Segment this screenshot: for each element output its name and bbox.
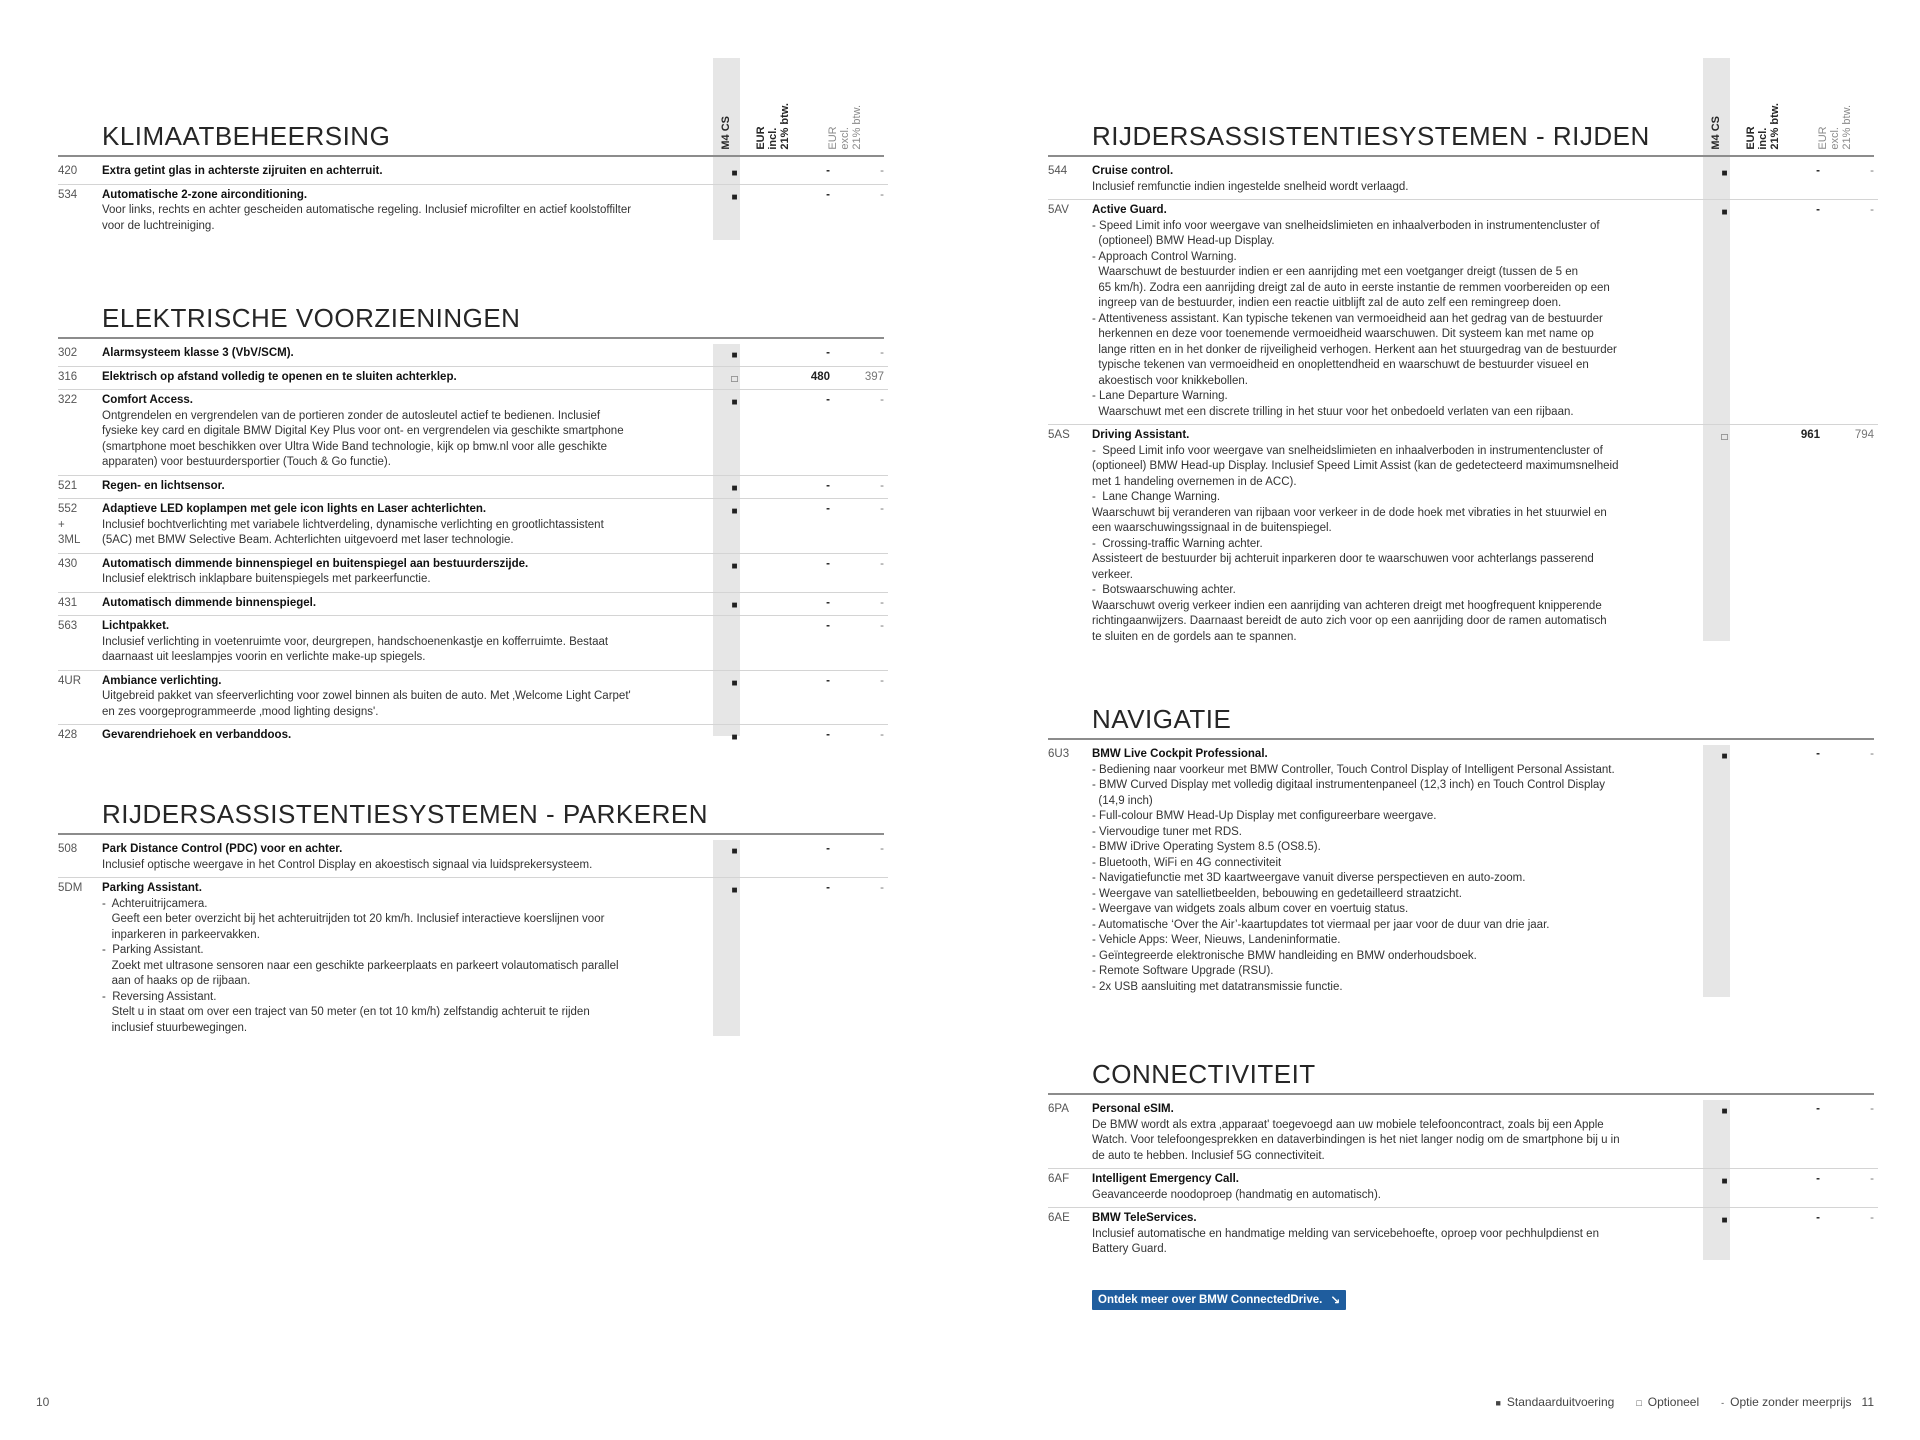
option-title: Parking Assistant. xyxy=(102,882,202,894)
legend-label: Standaarduitvoering xyxy=(1506,1395,1615,1409)
section-klimaatbeheersing xyxy=(58,117,888,238)
option-row xyxy=(58,343,888,367)
option-description xyxy=(1092,1102,1692,1164)
option-row xyxy=(58,390,888,476)
page-number-right: 11 xyxy=(1861,1395,1874,1409)
standard-mark-icon: ■ xyxy=(731,397,738,408)
option-code: 5DM xyxy=(58,882,83,894)
option-body: Inclusief verlichting in voetenruimte voor, deurgrepen, handschoenenkastje en kofferruimte. Bestaat daarnaast uit leeslampjes voorin en verlichte make-up spiegels. xyxy=(102,635,609,663)
price-excl: - xyxy=(880,557,884,570)
option-row xyxy=(1048,1099,1878,1169)
option-body: Inclusief optische weergave in het Control Display en akoestisch signaal via luidsprekersysteem. xyxy=(102,858,593,871)
price-incl: - xyxy=(826,843,830,855)
option-code: 428 xyxy=(58,729,78,741)
option-row xyxy=(58,499,888,554)
option-description xyxy=(102,557,702,588)
price-excl-header: EUR excl. 21% btw. xyxy=(1817,105,1853,150)
price-incl: - xyxy=(826,674,830,687)
option-row xyxy=(58,671,888,726)
price-incl: - xyxy=(826,729,830,741)
option-description xyxy=(1092,203,1692,420)
option-description xyxy=(102,674,702,721)
standard-mark-icon: ■ xyxy=(1721,1215,1728,1226)
option-description xyxy=(102,370,702,386)
standard-mark-icon: ■ xyxy=(731,599,738,611)
page-number-left: 10 xyxy=(36,1395,50,1409)
option-code: 563 xyxy=(58,620,78,632)
price-incl: - xyxy=(826,620,830,632)
section-title: KLIMAATBEHEERSING xyxy=(102,121,391,151)
section-divider xyxy=(58,833,884,835)
price-incl: - xyxy=(826,188,830,201)
price-incl: - xyxy=(826,557,830,570)
price-incl: - xyxy=(826,503,830,515)
price-excl: - xyxy=(1870,204,1874,216)
price-incl: - xyxy=(826,347,830,359)
option-row xyxy=(58,878,888,1040)
optional-mark-icon: □ xyxy=(1721,432,1728,443)
option-code: 431 xyxy=(58,596,78,609)
option-row xyxy=(58,616,888,671)
option-row xyxy=(58,367,888,391)
section-divider xyxy=(1048,155,1874,157)
option-title: Personal eSIM. xyxy=(1092,1103,1174,1115)
option-title: Lichtpakket. xyxy=(102,620,170,632)
price-incl: - xyxy=(826,882,830,894)
section-title: CONNECTIVITEIT xyxy=(1092,1059,1316,1089)
price-excl: - xyxy=(880,394,884,406)
legend-label: Optioneel xyxy=(1647,1395,1700,1409)
option-body: Voor links, rechts en achter gescheiden automatische regeling. Inclusief microfilter en actief koolstoffilter voor de luchtreiniging. xyxy=(102,204,632,232)
section-navigatie xyxy=(1048,700,1878,999)
option-title: Ambiance verlichting. xyxy=(102,674,222,687)
standard-mark-icon: ■ xyxy=(1721,207,1728,218)
option-body: - Speed Limit info voor weergave van snelheidslimieten en inhaalverboden in instrumentencluster of (optioneel) BMW Head-up Display. Inclusief Speed Limit Assist (kan de gedetecteerd maximumsnelheid met 1 handeling overnemen in de ACC). - Lane Change Warning. Waarschuwt bij veranderen van rijbaan voor verkeer in de dode hoek met vibraties in het stuurwiel en een waarschuwingssignaal in de buitenspiegel. - Crossing-traffic Warning achter. Assisteert de bestuurder bij achteruit inparkeren door te waarschuwen voor achterlangs passerend verkeer. - Botswaarschuwing achter. Waarschuwt overig verkeer indien een aanrijding van achteren dreigt met hoogfrequent knipperende richtingaanwijzers. Daarnaast bereidt de auto zich voor op een aanrijding door de ramen automatisch te sluiten en de gordels aan te spannen. xyxy=(1092,444,1619,643)
option-row xyxy=(1048,1169,1878,1208)
option-code: 4UR xyxy=(58,674,82,687)
price-excl: - xyxy=(1870,1173,1874,1185)
price-incl-header: EUR incl. 21% btw. xyxy=(755,103,791,150)
price-excl-header: EUR excl. 21% btw. xyxy=(827,105,863,150)
option-title: BMW Live Cockpit Professional. xyxy=(1092,748,1268,760)
option-row xyxy=(1048,744,1878,999)
option-row xyxy=(58,554,888,593)
option-description xyxy=(102,596,702,612)
option-row xyxy=(58,185,888,239)
price-excl: - xyxy=(880,620,884,632)
standard-mark-icon: ■ xyxy=(731,677,738,689)
option-description xyxy=(102,502,702,549)
option-title: Intelligent Emergency Call. xyxy=(1092,1173,1239,1185)
legend-item-optional xyxy=(1636,1395,1699,1409)
option-title: Active Guard. xyxy=(1092,204,1167,216)
option-description xyxy=(102,479,702,495)
option-description xyxy=(102,881,702,1036)
legend-item-standard xyxy=(1495,1395,1614,1409)
option-description xyxy=(1092,164,1692,195)
model-column-header: M4 CS xyxy=(720,116,732,150)
section-rijden xyxy=(1048,117,1878,649)
option-description xyxy=(1092,1211,1692,1258)
price-incl: - xyxy=(826,479,830,492)
price-excl: - xyxy=(880,674,884,687)
option-title: Gevarendriehoek en verbanddoos. xyxy=(102,729,292,741)
price-incl: - xyxy=(1816,1212,1820,1224)
option-code: 420 xyxy=(58,165,78,177)
section-title: RIJDERSASSISTENTIESYSTEMEN - PARKEREN xyxy=(102,799,709,829)
option-title: Driving Assistant. xyxy=(1092,429,1190,441)
price-excl: - xyxy=(1870,1212,1874,1224)
option-code: 508 xyxy=(58,843,78,855)
option-title: Park Distance Control (PDC) voor en achter. xyxy=(102,843,343,855)
option-description xyxy=(102,346,702,362)
option-row xyxy=(1048,1208,1878,1262)
price-incl: - xyxy=(826,596,830,609)
standard-mark-icon: ■ xyxy=(731,350,738,361)
option-title: BMW TeleServices. xyxy=(1092,1212,1197,1224)
option-code: 6U3 xyxy=(1048,748,1070,760)
option-title: Cruise control. xyxy=(1092,165,1174,177)
price-excl: - xyxy=(1870,748,1874,760)
price-incl: - xyxy=(826,165,830,177)
standard-mark-icon: ■ xyxy=(1721,1106,1728,1117)
standard-mark-icon: ■ xyxy=(731,168,738,179)
option-row xyxy=(58,593,888,617)
standard-mark-icon: ■ xyxy=(731,885,738,896)
section-title: NAVIGATIE xyxy=(1092,704,1232,734)
standard-mark-icon: ■ xyxy=(731,191,738,203)
option-body: Inclusief automatische en handmatige melding van servicebehoefte, oproep voor pechhulpdienst en Battery Guard. xyxy=(1092,1227,1599,1255)
standard-mark-icon: ■ xyxy=(1721,1176,1728,1187)
option-code: 552 + 3ML xyxy=(58,503,81,546)
price-excl: - xyxy=(880,347,884,359)
price-incl: 961 xyxy=(1800,429,1820,441)
price-excl: - xyxy=(1870,1103,1874,1115)
price-excl: 397 xyxy=(864,370,884,383)
option-code: 6AE xyxy=(1048,1212,1070,1224)
price-incl: - xyxy=(826,394,830,406)
option-body: - Bediening naar voorkeur met BMW Controller, Touch Control Display of Intelligent Personal Assistant. - BMW Curved Display met volledig digitaal instrumentenpaneel (12,3 inch) en Touch Control Display (14,9 inch) - Full-colour BMW Head-Up Display met configureerbare weergave. - Viervoudige tuner met RDS. - BMW iDrive Operating System 8.5 (OS8.5). - Bluetooth, WiFi en 4G connectiviteit - Navigatiefunctie met 3D kaartweergave vanuit diverse perspectieven en auto-zoom. - Weergave van satellietbeelden, bebouwing en gedetailleerd straatzicht. - Weergave van widgets zoals album cover en voertuig status. - Automatische ‘Over the Air’-kaartupdates tot viermaal per jaar voor de duur van drie jaar. - Vehicle Apps: Weer, Nieuws, Landeninformatie. - Geïntegreerde elektronische BMW handleiding en BMW onderhoudsboek. - Remote Software Upgrade (RSU). - 2x USB aansluiting met datatransmissie functie. xyxy=(1092,763,1615,993)
option-body: Ontgrendelen en vergrendelen van de portieren zonder de autosleutel actief te bedienen. Inclusief fysieke key card en digitale BMW Digital Key Plus voor ont- en vergrendelen via geschikte smartphone (smartphone moet beschikken over Ultra Wide Band technologie, kijk op bmw.nl voor alle geschikte apparaten) voor bestuurdersportier (Touch & Go functie). xyxy=(102,409,624,468)
legend-item-no-extra xyxy=(1721,1395,1874,1409)
price-excl: - xyxy=(880,882,884,894)
option-description xyxy=(102,164,702,180)
legend-label: Optie zonder meerprijs xyxy=(1730,1395,1852,1409)
option-row xyxy=(1048,161,1878,200)
section-divider xyxy=(58,155,884,157)
option-code: 544 xyxy=(1048,165,1068,177)
price-excl: - xyxy=(880,479,884,492)
option-row xyxy=(1048,425,1878,649)
option-code: 6PA xyxy=(1048,1103,1069,1115)
option-body: Inclusief elektrisch inklapbare buitenspiegels met parkeerfunctie. xyxy=(102,573,431,585)
option-row xyxy=(58,839,888,878)
section-title: ELEKTRISCHE VOORZIENINGEN xyxy=(102,303,521,333)
section-connectiviteit xyxy=(1048,1055,1878,1262)
option-code: 5AS xyxy=(1048,429,1070,441)
price-incl: - xyxy=(1816,1173,1820,1185)
left-page xyxy=(36,0,888,1409)
section-divider xyxy=(1048,1093,1874,1095)
section-divider xyxy=(1048,738,1874,740)
cursor-arrow-icon: ↘ xyxy=(1330,1293,1341,1307)
right-page xyxy=(1048,0,1878,1400)
price-excl: - xyxy=(880,596,884,609)
option-body: Geavanceerde noodoproep (handmatig en automatisch). xyxy=(1092,1188,1381,1201)
option-title: Automatisch dimmende binnenspiegel. xyxy=(102,596,317,609)
price-incl-header: EUR incl. 21% btw. xyxy=(1745,103,1781,150)
standard-mark-icon: ■ xyxy=(731,560,738,572)
empty-square-icon: □ xyxy=(1636,1398,1642,1408)
option-body: - Speed Limit info voor weergave van snelheidslimieten en inhaalverboden in instrumentencluster of (optioneel) BMW Head-up Display. - Approach Control Warning. Waarschuwt de bestuurder indien er een aanrijding met een voetganger dreigt (tussen de 5 en 65 km/h). Zodra een aanrijding dreigt zal de auto in eerste instantie de remmen voorbereiden op een ingreep van de bestuurder, indien een reactie uitblijft zal de auto zelf een remingreep doen. - Attentiveness assistant. Kan typische tekenen van vermoeidheid aan het gedrag van de bestuurder herkennen en deze voor toenemende vermoeidheid waarschuwen. Dit systeem kan met name op lange ritten en in het donker de rijveiligheid verhogen. Herkent aan het stuurgedrag van de bestuurder typische tekenen van vermoeidheid en onoplettendheid en waarschuwt de bestuurder visueel en akoestisch voor knikkebollen. - Lane Departure Warning. Waarschuwt met een discrete trilling in het stuur voor het onbedoeld verlaten van een rijbaan. xyxy=(1092,219,1617,418)
cta-label: Ontdek meer over BMW ConnectedDrive. xyxy=(1098,1294,1323,1306)
option-title: Automatisch dimmende binnenspiegel en buitenspiegel aan bestuurderszijde. xyxy=(102,557,529,570)
option-title: Elektrisch op afstand volledig te openen en te sluiten achterklep. xyxy=(102,370,457,383)
model-column-header: M4 CS xyxy=(1710,116,1722,150)
option-description xyxy=(1092,747,1692,995)
standard-mark-icon: ■ xyxy=(731,482,738,494)
option-code: 6AF xyxy=(1048,1173,1070,1185)
option-code: 302 xyxy=(58,347,78,359)
option-title: Regen- en lichtsensor. xyxy=(102,479,225,492)
option-code: 322 xyxy=(58,394,78,406)
filled-square-icon: ■ xyxy=(1495,1398,1501,1408)
price-excl: - xyxy=(880,165,884,177)
section-elektrische-voorzieningen xyxy=(58,299,888,748)
connecteddrive-link-button[interactable] xyxy=(1092,1290,1346,1310)
price-excl: - xyxy=(880,843,884,855)
option-title: Extra getint glas in achterste zijruiten en achterruit. xyxy=(102,165,383,177)
option-code: 430 xyxy=(58,557,78,570)
option-code: 316 xyxy=(58,370,78,383)
option-title: Adaptieve LED koplampen met gele icon lights en Laser achterlichten. xyxy=(102,503,487,515)
price-incl: 480 xyxy=(810,370,830,383)
price-incl: - xyxy=(1816,165,1820,177)
option-body: De BMW wordt als extra ‚apparaat' toegevoegd aan uw mobiele telefooncontract, zoals bij een Apple Watch. Voor telefoongesprekken en dataverbindingen is het niet langer nodig om de smartphone bij u in de auto te hebben. Inclusief 5G connectiviteit. xyxy=(1092,1118,1620,1162)
option-body: Uitgebreid pakket van sfeerverlichting voor zowel binnen als buiten de auto. Met ‚Welcome Light Carpet' en zes voorgeprogrammeerde ‚mood lighting designs'. xyxy=(102,690,631,718)
option-row xyxy=(58,476,888,500)
legend xyxy=(1495,1395,1874,1409)
dash-icon: - xyxy=(1721,1398,1725,1408)
price-incl: - xyxy=(1816,204,1820,216)
price-incl: - xyxy=(1816,748,1820,760)
option-description xyxy=(102,842,702,873)
option-body: Inclusief bochtverlichting met variabele lichtverdeling, dynamische verlichting en grootlichtassistent (5AC) met BMW Selective Beam. Achterlichten uitgevoerd met laser technologie. xyxy=(102,518,604,546)
price-excl: - xyxy=(1870,165,1874,177)
section-divider xyxy=(58,337,884,339)
section-title: RIJDERSASSISTENTIESYSTEMEN - RIJDEN xyxy=(1092,121,1650,151)
option-title: Automatische 2-zone airconditioning. xyxy=(102,188,308,201)
optional-mark-icon: □ xyxy=(731,373,738,385)
option-code: 521 xyxy=(58,479,78,492)
price-excl: - xyxy=(880,729,884,741)
standard-mark-icon: ■ xyxy=(731,732,738,743)
option-description xyxy=(1092,1172,1692,1203)
option-title: Comfort Access. xyxy=(102,394,193,406)
standard-mark-icon: ■ xyxy=(1721,751,1728,762)
standard-mark-icon: ■ xyxy=(1721,168,1728,179)
option-row xyxy=(1048,200,1878,425)
option-code: 5AV xyxy=(1048,204,1069,216)
price-excl: - xyxy=(880,503,884,515)
price-excl: - xyxy=(880,188,884,201)
option-row xyxy=(58,725,888,748)
section-parkeren xyxy=(58,795,888,1040)
option-description xyxy=(102,188,702,235)
option-description xyxy=(102,393,702,471)
option-code: 534 xyxy=(58,188,78,201)
option-description xyxy=(1092,428,1692,645)
option-body: - Achteruitrijcamera. Geeft een beter overzicht bij het achteruitrijden tot 20 km/h. Inclusief interactieve koerslijnen voor inparkeren in parkeervakken. - Parking Assistant. Zoekt met ultrasone sensoren naar een geschikte parkeerplaats en parkeert volautomatisch parallel aan of haaks op de rijbaan. - Reversing Assistant. Stelt u in staat om over een traject van 50 meter (en tot 10 km/h) zelfstandig achteruit te rijden inclusief stuurbewegingen. xyxy=(102,897,619,1034)
price-incl: - xyxy=(1816,1103,1820,1115)
standard-mark-icon: ■ xyxy=(731,506,738,517)
option-body: Inclusief remfunctie indien ingestelde snelheid wordt verlaagd. xyxy=(1092,180,1409,193)
standard-mark-icon: ■ xyxy=(731,846,738,857)
option-title: Alarmsysteem klasse 3 (VbV/SCM). xyxy=(102,347,294,359)
price-excl: 794 xyxy=(1854,429,1874,441)
option-description xyxy=(102,619,702,666)
option-description xyxy=(102,728,702,744)
option-row xyxy=(58,161,888,185)
